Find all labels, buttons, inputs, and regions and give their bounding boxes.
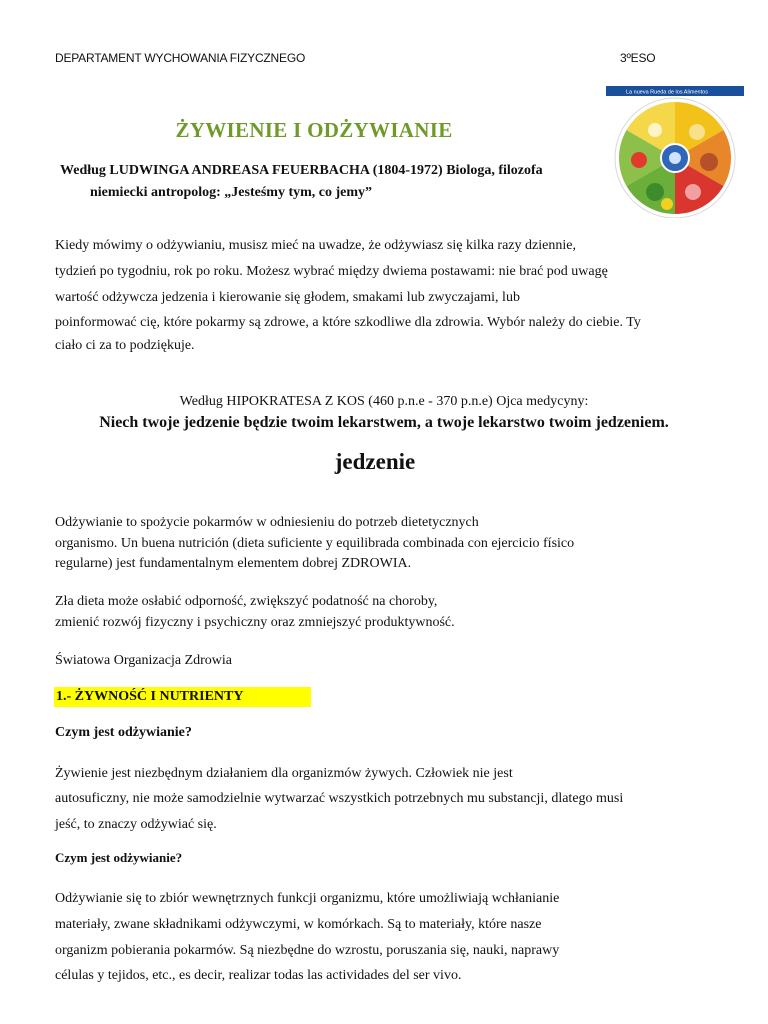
para2-line: regularne) jest fundamentalnym elementem dobrej ZDROWIA. [55, 556, 412, 571]
question-heading: Czym jest odżywianie? [55, 850, 183, 865]
para4-line: autosuficzny, nie może samodzielnie wytwarzać wszystkich potrzebnych mu substancji, dlatego musi [55, 791, 624, 806]
quote1-line2: niemiecki antropolog: „Jesteśmy tym, co jemy” [90, 185, 373, 200]
para5-line: materiały, zwane składnikami odżywczymi, w komórkach. Są to materiały, które nasze [55, 917, 542, 932]
para4-line: Żywienie jest niezbędnym działaniem dla organizmów żywych. Człowiek nie jest [55, 766, 513, 781]
para2-line: Odżywianie to spożycie pokarmów w odniesieniu do potrzeb dietetycznych [55, 515, 479, 530]
para4-line: jeść, to znaczy odżywiać się. [55, 817, 217, 832]
quote1-line1: Według LUDWINGA ANDREASA FEUERBACHA (1804-1972) Biologa, filozofa [60, 163, 543, 178]
image-caption: La nueva Rueda de los Alimentos [626, 89, 708, 96]
quote2-intro: Według HIPOKRATESA Z KOS (460 p.n.e - 370 p.n.e) Ojca medycyny: [179, 394, 589, 409]
para1-line: poinformować cię, które pokarmy są zdrowe, a które szkodliwe dla zdrowia. Wybór należy do ciebie. Ty [55, 315, 641, 330]
grade-label: 3ºESO [620, 51, 656, 65]
para2-line: organismo. Un buena nutrición (dieta suficiente y equilibrada combinada con ejercicio físico [55, 536, 575, 551]
who-attribution: Światowa Organizacja Zdrowia [55, 653, 233, 668]
food-wheel-image [606, 86, 744, 218]
question-heading: Czym jest odżywianie? [55, 725, 192, 740]
para3-line: zmienić rozwój fizyczny i psychiczny oraz zmniejszyć produktywność. [55, 615, 455, 630]
para5-line: Odżywianie się to zbiór wewnętrznych funkcji organizmu, które umożliwiają wchłanianie [55, 891, 560, 906]
page-title: ŻYWIENIE I ODŻYWIANIE [175, 118, 453, 142]
food-wheel-graphic [606, 86, 744, 218]
para1-line: ciało ci za to podziękuje. [55, 338, 195, 353]
para1-line: wartość odżywcza jedzenia i kierowanie się głodem, smakami lub zwyczajami, lub [55, 290, 520, 305]
quote2-text: Niech twoje jedzenie będzie twoim lekarstwem, a twoje lekarstwo twoim jedzeniem. [99, 414, 669, 431]
department-header: DEPARTAMENT WYCHOWANIA FIZYCZNEGO [55, 51, 306, 65]
section-heading-jedzenie: jedzenie [334, 449, 416, 474]
para1-line: Kiedy mówimy o odżywianiu, musisz mieć na uwadze, że odżywiasz się kilka razy dziennie, [55, 238, 576, 253]
para1-line: tydzień po tygodniu, rok po roku. Możesz wybrać między dwiema postawami: nie brać pod uwagę [55, 264, 608, 279]
para5-line: organizm pobierania pokarmów. Są niezbędne do wzrostu, poruszania się, nauki, naprawy [55, 943, 560, 958]
section1-heading: 1.- ŻYWNOŚĆ I NUTRIENTY [54, 687, 311, 707]
para3-line: Zła dieta może osłabić odporność, zwiększyć podatność na choroby, [55, 594, 438, 609]
para5-line: células y tejidos, etc., es decir, realizar todas las actividades del ser vivo. [55, 968, 462, 983]
